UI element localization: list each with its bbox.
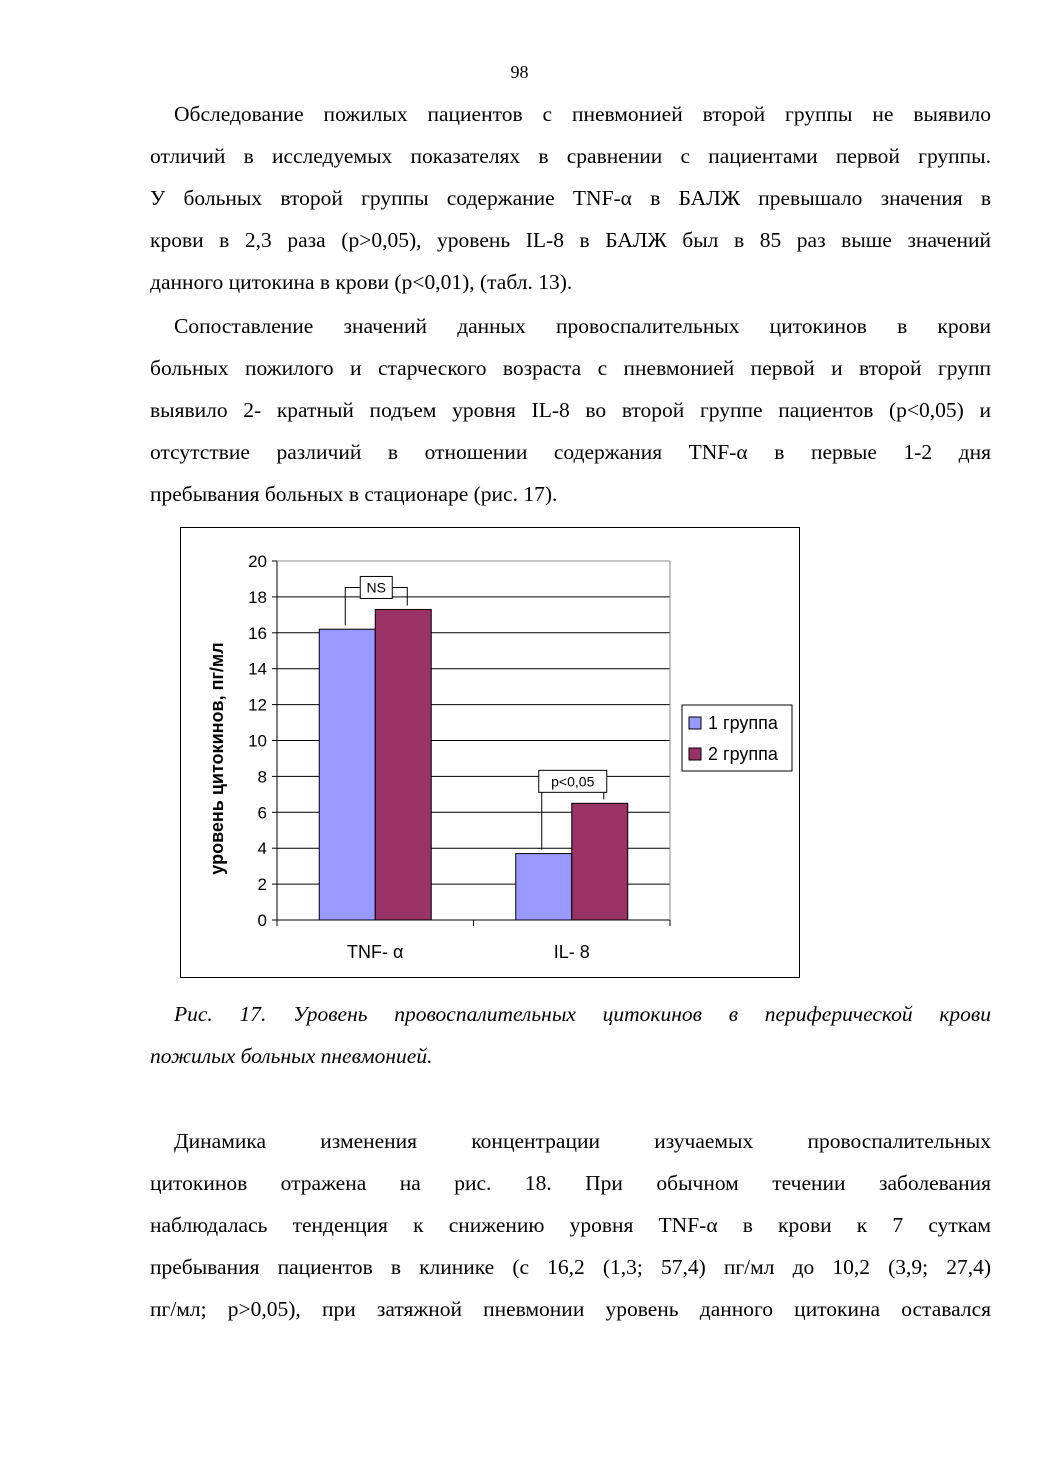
text-line: данного цитокина в крови (p<0,01), (табл. 13). bbox=[150, 270, 573, 294]
significance-label: NS bbox=[366, 579, 386, 596]
text-line: пребывания больных в стационаре (рис. 17). bbox=[150, 482, 558, 506]
significance-label: p<0,05 bbox=[551, 773, 595, 790]
y-tick-label: 8 bbox=[257, 767, 267, 787]
y-tick-label: 14 bbox=[248, 659, 267, 679]
text-line: У больных второй группы содержание TNF-α в БАЛЖ превышало значения в bbox=[150, 186, 991, 210]
text-line: отличий в исследуемых показателях в сравнении с пациентами первой группы. bbox=[150, 144, 991, 168]
text-line: отсутствие различий в отношении содержания TNF-α в первые 1-2 дня bbox=[150, 440, 991, 464]
caption-line: пожилых больных пневмонией. bbox=[150, 1044, 433, 1068]
text-line: Обследование пожилых пациентов с пневмонией второй группы не выявило bbox=[174, 102, 991, 126]
chart-canvas bbox=[181, 528, 799, 977]
legend-label: 1 группа bbox=[708, 713, 778, 733]
y-tick-label: 20 bbox=[248, 552, 267, 571]
text-line: наблюдалась тенденция к снижению уровня TNF-α в крови к 7 суткам bbox=[150, 1213, 991, 1237]
y-tick-label: 18 bbox=[248, 587, 267, 607]
caption-line: Рис. 17. Уровень провоспалительных цитокинов в периферической крови bbox=[174, 1002, 991, 1026]
y-tick-label: 16 bbox=[248, 623, 267, 643]
legend-label: 2 группа bbox=[708, 744, 778, 764]
paragraph-3 bbox=[150, 1120, 991, 1330]
text-line: пребывания пациентов в клинике (с 16,2 (1,3; 57,4) пг/мл до 10,2 (3,9; 27,4) bbox=[150, 1255, 991, 1279]
x-category-label: TNF- α bbox=[347, 942, 404, 962]
y-tick-label: 12 bbox=[248, 695, 267, 715]
paragraph-1 bbox=[150, 93, 991, 303]
y-tick-label: 6 bbox=[257, 803, 267, 823]
bar bbox=[572, 803, 628, 920]
text-line: больных пожилого и старческого возраста с пневмонией первой и второй групп bbox=[150, 356, 991, 380]
legend-swatch bbox=[689, 717, 701, 729]
text-line: Динамика изменения концентрации изучаемых провоспалительных bbox=[174, 1129, 991, 1153]
text-line: пг/мл; p>0,05), при затяжной пневмонии уровень данного цитокина оставался bbox=[150, 1297, 991, 1321]
text-line: выявило 2- кратный подъем уровня IL-8 во второй группе пациентов (p<0,05) и bbox=[150, 398, 991, 422]
bar bbox=[516, 854, 572, 920]
cytokine-bar-chart bbox=[180, 527, 800, 978]
bar bbox=[319, 629, 375, 920]
figure-caption bbox=[150, 993, 991, 1077]
y-axis-label: уровень цитокинов, пг/мл bbox=[207, 642, 227, 875]
y-tick-label: 2 bbox=[257, 875, 267, 895]
y-tick-label: 10 bbox=[248, 731, 267, 751]
text-line: Сопоставление значений данных провоспалительных цитокинов в крови bbox=[174, 314, 991, 338]
page-number: 98 bbox=[510, 62, 529, 82]
text-line: цитокинов отражена на рис. 18. При обычном течении заболевания bbox=[150, 1171, 991, 1195]
y-tick-label: 0 bbox=[257, 911, 267, 930]
y-tick-label: 4 bbox=[257, 839, 267, 859]
paragraph-2 bbox=[150, 305, 991, 515]
legend-swatch bbox=[689, 748, 701, 760]
bar bbox=[375, 609, 431, 920]
text-line: крови в 2,3 раза (p>0,05), уровень IL-8 в БАЛЖ был в 85 раз выше значений bbox=[150, 228, 991, 252]
x-category-label: IL- 8 bbox=[553, 942, 590, 962]
